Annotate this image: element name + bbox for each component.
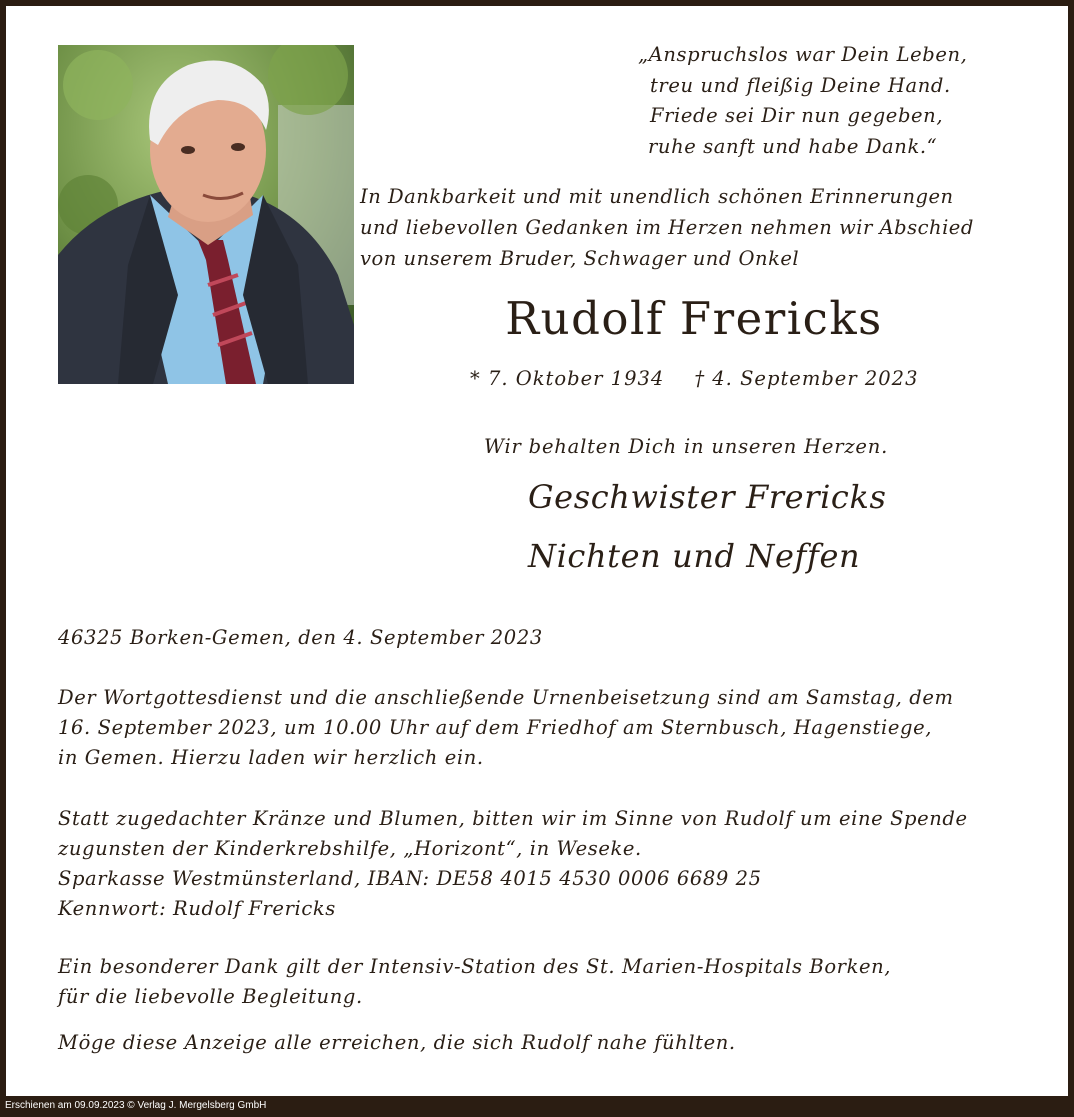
- verse-line: ruhe sanft und habe Dank.“: [648, 134, 938, 158]
- intro-line: und liebevollen Gedanken im Herzen nehmen wir Abschied: [360, 216, 974, 239]
- intro-line: von unserem Bruder, Schwager und Onkel: [360, 247, 800, 270]
- verse-line: treu und fleißig Deine Hand.: [650, 73, 951, 97]
- donation-notice: [58, 804, 968, 924]
- thanks-line: für die liebevolle Begleitung.: [58, 985, 363, 1008]
- service-line: 16. September 2023, um 10.00 Uhr auf dem Friedhof am Sternbusch, Hagenstiege,: [58, 716, 933, 739]
- farewell-intro: [360, 181, 974, 274]
- memorial-verse: [638, 40, 967, 162]
- donation-line: Kennwort: Rudolf Frericks: [58, 897, 336, 920]
- publication-footer: Erschienen am 09.09.2023 © Verlag J. Mergelsberg GmbH: [5, 1100, 267, 1111]
- closing-line: Möge diese Anzeige alle erreichen, die sich Rudolf nahe fühlten.: [58, 1031, 736, 1054]
- intro-line: In Dankbarkeit und mit unendlich schönen Erinnerungen: [360, 185, 954, 208]
- donation-line: Sparkasse Westmünsterland, IBAN: DE58 4015 4530 0006 6689 25: [58, 867, 762, 890]
- service-notice: [58, 683, 954, 773]
- mourners-siblings: Geschwister Frericks: [528, 478, 887, 516]
- death-date: † 4. September 2023: [694, 367, 919, 390]
- mourners-nieces-nephews: Nichten und Neffen: [528, 537, 861, 575]
- birth-date: * 7. Oktober 1934: [470, 367, 665, 390]
- deceased-name: Rudolf Frericks: [505, 292, 883, 345]
- obituary-card: [6, 6, 1068, 1096]
- verse-line: „Anspruchslos war Dein Leben,: [638, 43, 968, 66]
- thanks-line: Ein besonderer Dank gilt der Intensiv-Station des St. Marien-Hospitals Borken,: [58, 955, 892, 978]
- place-date: 46325 Borken-Gemen, den 4. September 2023: [58, 626, 543, 649]
- life-dates: [470, 367, 918, 390]
- mourners-motto: Wir behalten Dich in unseren Herzen.: [484, 435, 889, 458]
- service-line: Der Wortgottesdienst und die anschließende Urnenbeisetzung sind am Samstag, dem: [58, 686, 954, 709]
- service-line: in Gemen. Hierzu laden wir herzlich ein.: [58, 746, 484, 769]
- thanks-notice: [58, 952, 891, 1012]
- donation-line: zugunsten der Kinderkrebshilfe, „Horizont“, in Weseke.: [58, 837, 642, 860]
- verse-line: Friede sei Dir nun gegeben,: [650, 104, 944, 127]
- donation-line: Statt zugedachter Kränze und Blumen, bitten wir im Sinne von Rudolf um eine Spende: [58, 807, 968, 830]
